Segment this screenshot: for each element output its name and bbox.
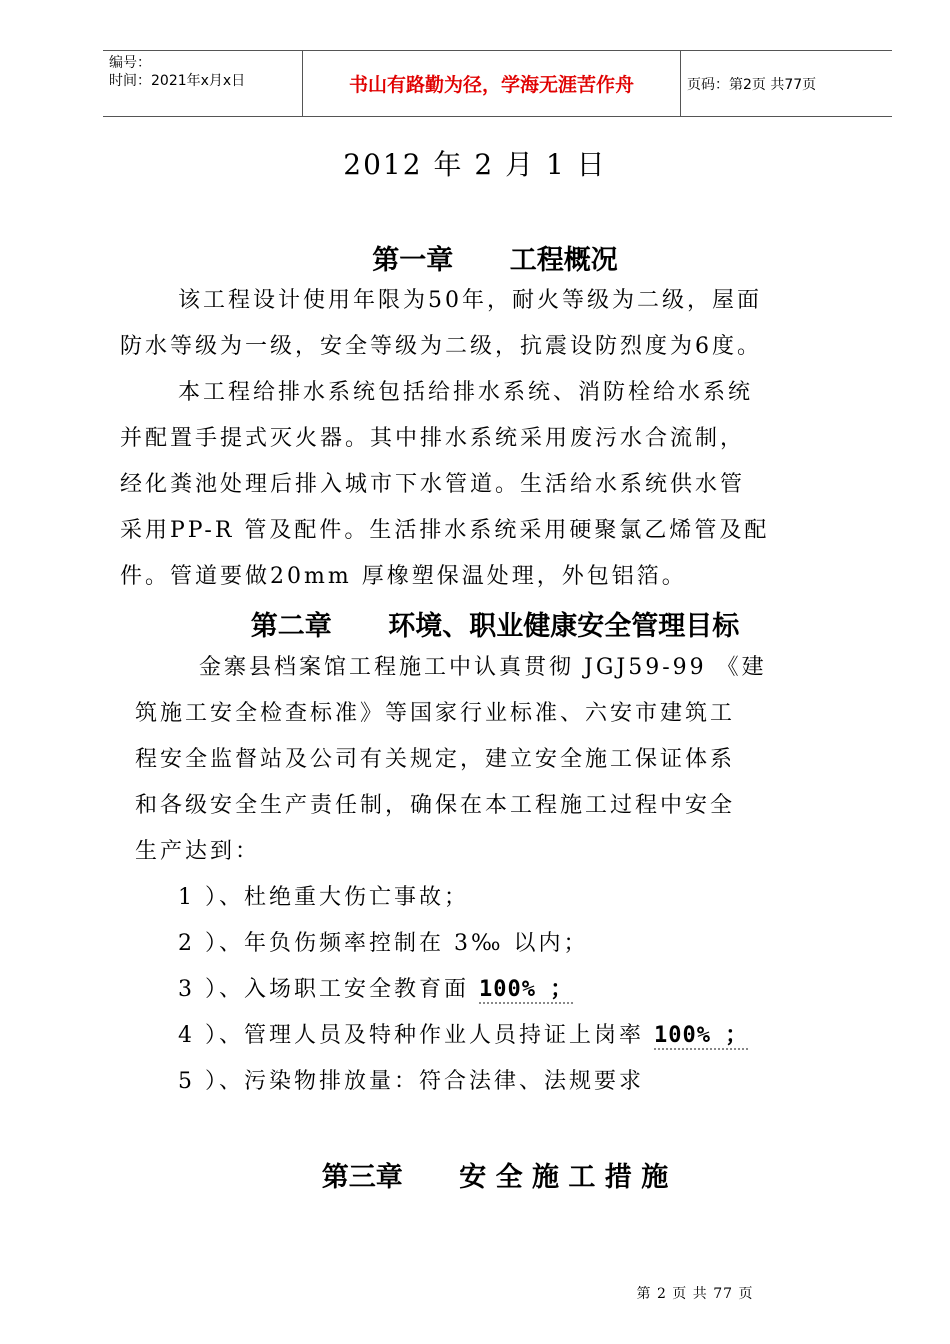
goal-item: 5 ）、污染物排放量：符合法律、法规要求 [178, 1069, 644, 1094]
text-line: 金寨县档案馆工程施工中认真贯彻 JGJ59-99 《建 [199, 655, 767, 680]
text-line: 并配置手提式灭火器。其中排水系统采用废污水合流制， [120, 426, 746, 451]
text-line: 件。管道要做20mm 厚橡塑保温处理，外包铝箔。 [120, 564, 687, 589]
chapter-1-body [120, 278, 769, 600]
chapter-2-body [135, 645, 767, 875]
goal-item: 2 ）、年负伤频率控制在 3‰ 以内； [178, 931, 589, 956]
goal-item-text: 4 ）、管理人员及特种作业人员持证上岗率 [178, 1023, 654, 1048]
header-page-info: 页码：第2页 共77页 [687, 76, 817, 93]
goal-item [178, 967, 748, 1013]
text-line: 筑施工安全检查标准》等国家行业标准、六安市建筑工 [135, 701, 736, 726]
text-line: 生产达到： [135, 839, 261, 864]
text-line: 本工程给排水系统包括给排水系统、消防栓给水系统 [178, 380, 754, 405]
document-date: 2012 年 2 月 1 日 [343, 148, 607, 181]
goal-item-value: 100% ； [478, 977, 574, 1002]
goal-item-text: 3 ）、入场职工安全教育面 [178, 977, 479, 1002]
text-line: 程安全监督站及公司有关规定，建立安全施工保证体系 [135, 747, 736, 772]
chapter-1-title: 第一章 工程概况 [372, 245, 618, 276]
text-line: 和各级安全生产责任制，确保在本工程施工过程中安全 [135, 793, 736, 818]
chapter-2-title: 第二章 环境、职业健康安全管理目标 [250, 611, 740, 642]
text-line: 采用PP-R 管及配件。生活排水系统采用硬聚氯乙烯管及配 [120, 518, 770, 543]
chapter-2-goals [178, 875, 748, 1105]
document-number-label: 编号： [109, 55, 151, 71]
goal-item-value: 100% ； [654, 1023, 749, 1048]
page-header [103, 50, 892, 117]
document-time-label: 时间：2021年x月x日 [109, 73, 246, 89]
text-line: 经化粪池处理后排入城市下水管道。生活给水系统供水管 [120, 472, 746, 497]
text-line: 该工程设计使用年限为50年，耐火等级为二级，屋面 [178, 288, 762, 313]
page-footer: 第 2 页 共 77 页 [636, 1286, 754, 1302]
chapter-3-title: 第三章 安 全 施 工 措 施 [321, 1162, 669, 1193]
header-meta [103, 51, 303, 116]
goal-item [178, 1013, 748, 1059]
text-line: 防水等级为一级，安全等级为二级，抗震设防烈度为6度。 [120, 334, 762, 359]
header-motto: 书山有路勤为径，学海无涯苦作舟 [303, 51, 681, 116]
goal-item: 1 ）、杜绝重大伤亡事故； [178, 885, 469, 910]
